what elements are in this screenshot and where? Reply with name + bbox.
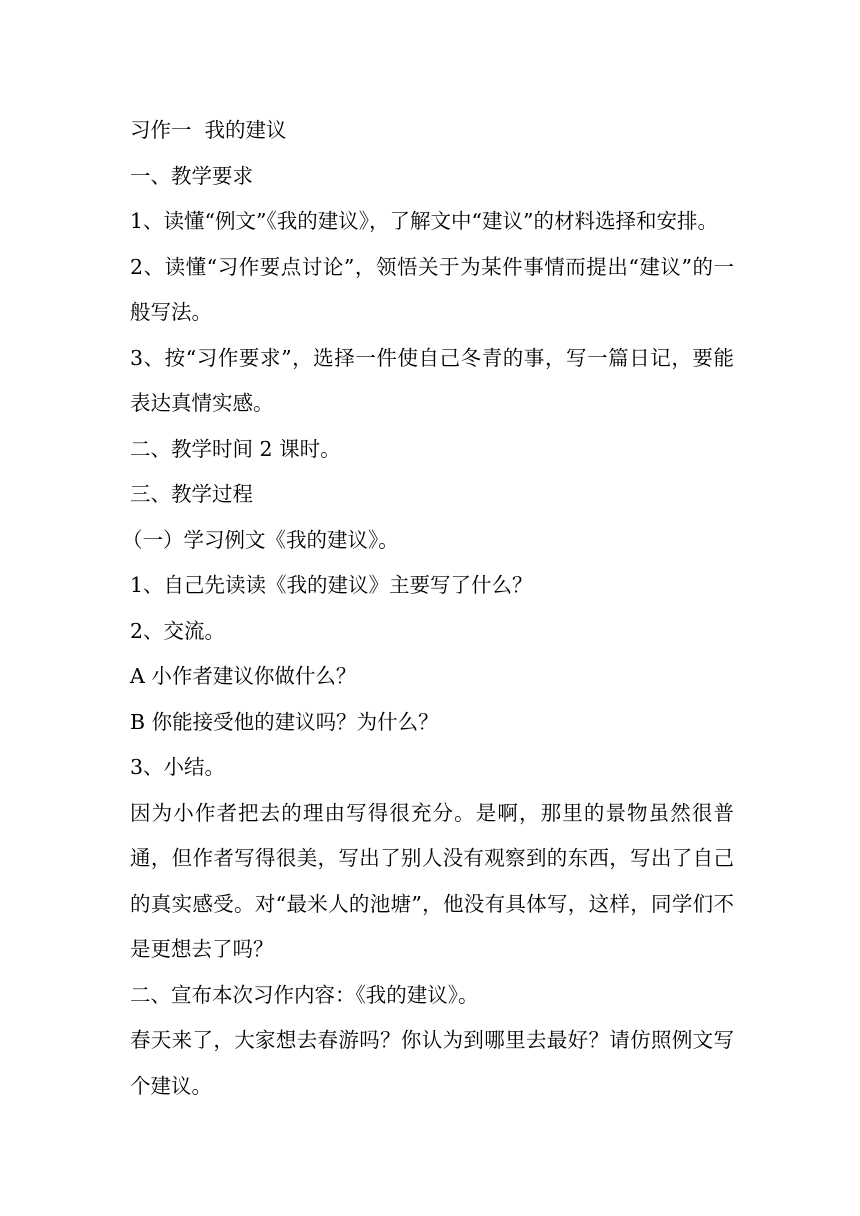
- requirement-item-1: 1、读懂“例文”《我的建议》，了解文中“建议”的材料选择和安排。: [130, 209, 718, 233]
- assignment-paragraph: 春天来了，大家想去春游吗？你认为到哪里去最好？请仿照例文写个建议。: [130, 1028, 734, 1098]
- section-heading-teaching-requirements: 一、教学要求: [130, 163, 253, 188]
- section-heading-teaching-time: 二、教学时间 2 课时。: [130, 436, 341, 461]
- requirement-item-3: 3、按“习作要求”，选择一件使自己冬青的事，写一篇日记，要能表达真情实感。: [130, 345, 734, 415]
- requirement-item-2: 2、读懂“习作要点讨论”，领悟关于为某件事情而提出“建议”的一般写法。: [130, 254, 734, 324]
- process-step-2: 2、交流。: [130, 618, 226, 643]
- summary-paragraph: 因为小作者把去的理由写得很充分。是啊，那里的景物虽然很普通，但作者写得很美，写出了别人没有观察到的东西，写出了自己的真实感受。对“最米人的池塘”，他没有具体写，这样，同学们不是更想去了吗？: [130, 800, 734, 961]
- discussion-question-a: A 小作者建议你做什么？: [130, 664, 357, 688]
- section-heading-announce-content: 二、宣布本次习作内容：《我的建议》。: [130, 982, 479, 1007]
- process-step-3: 3、小结。: [130, 755, 226, 779]
- document-body: [122, 108, 734, 1109]
- document-title: 习作一 我的建议: [130, 118, 287, 142]
- discussion-question-b: B 你能接受他的建议吗？为什么？: [130, 709, 439, 734]
- subsection-heading-example-study: （一）学习例文《我的建议》。: [122, 527, 399, 552]
- process-step-1: 1、自己先读读《我的建议》主要写了什么？: [130, 573, 533, 597]
- section-heading-teaching-process: 三、教学过程: [130, 482, 253, 506]
